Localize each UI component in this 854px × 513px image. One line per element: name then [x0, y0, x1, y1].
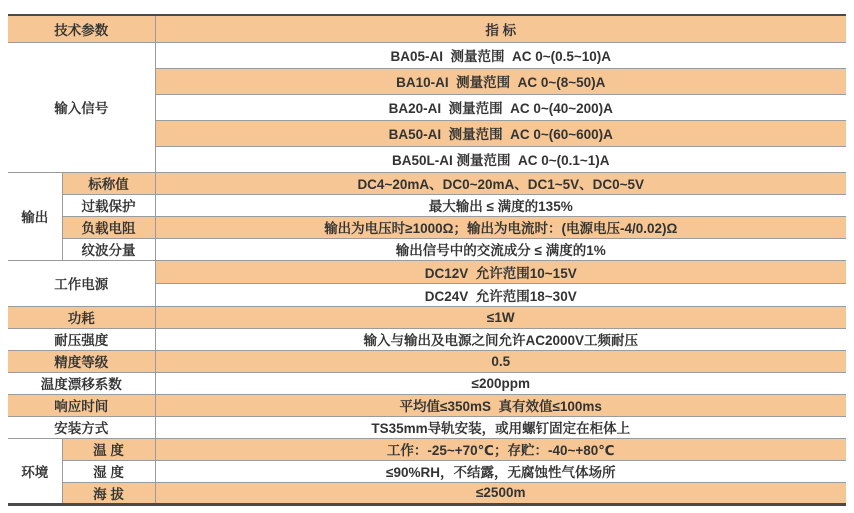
spec-row-accuracy-class	[8, 350, 846, 372]
spec-name-0: 功耗	[8, 306, 155, 328]
input-signal-value-4: BA50L-AI 测量范围 AC 0~(0.1~1)A	[155, 146, 846, 172]
spec-value-2: 0.5	[155, 350, 846, 372]
output-value-0: DC4~20mA、DC0~20mA、DC1~5V、DC0~5V	[155, 172, 846, 194]
header-row	[8, 15, 846, 42]
output-group-label: 输出	[8, 172, 62, 260]
environment-name-1: 湿 度	[62, 460, 155, 482]
spec-table-container	[8, 14, 846, 506]
environment-row-0	[8, 438, 846, 460]
input-signal-row-0	[8, 42, 846, 68]
input-signal-group-label: 输入信号	[8, 42, 155, 172]
environment-name-0: 温 度	[62, 438, 155, 460]
spec-row-power-consumption	[8, 306, 846, 328]
environment-value-1: ≤90%RH，不结露，无腐蚀性气体场所	[155, 460, 846, 482]
spec-table	[8, 14, 846, 506]
spec-value-3: ≤200ppm	[155, 372, 846, 394]
spec-row-withstand-voltage	[8, 328, 846, 350]
environment-group-label: 环境	[8, 438, 62, 504]
power-value-0: DC12V 允许范围10~15V	[155, 260, 846, 283]
spec-value-0: ≤1W	[155, 306, 846, 328]
input-signal-value-1: BA10-AI 测量范围 AC 0~(8~50)A	[155, 68, 846, 94]
header-param-cell: 技术参数	[8, 15, 155, 42]
output-row-1	[8, 194, 846, 216]
output-name-0: 标称值	[62, 172, 155, 194]
input-signal-value-0: BA05-AI 测量范围 AC 0~(0.5~10)A	[155, 42, 846, 68]
environment-value-0: 工作：-25~+70℃；存贮：-40~+80℃	[155, 438, 846, 460]
spec-value-4: 平均值≤350mS 真有效值≤100ms	[155, 394, 846, 416]
input-signal-value-2: BA20-AI 测量范围 AC 0~(40~200)A	[155, 94, 846, 120]
spec-row-temp-drift	[8, 372, 846, 394]
power-group-label: 工作电源	[8, 260, 155, 306]
output-row-0	[8, 172, 846, 194]
output-value-3: 输出信号中的交流成分 ≤ 满度的1%	[155, 238, 846, 260]
spec-value-1: 输入与输出及电源之间允许AC2000V工频耐压	[155, 328, 846, 350]
spec-name-2: 精度等级	[8, 350, 155, 372]
power-value-1: DC24V 允许范围18~30V	[155, 283, 846, 306]
spec-row-mounting	[8, 416, 846, 438]
environment-row-2	[8, 482, 846, 504]
power-row-0	[8, 260, 846, 283]
output-row-2	[8, 216, 846, 238]
spec-row-response-time	[8, 394, 846, 416]
input-signal-value-3: BA50-AI 测量范围 AC 0~(60~600)A	[155, 120, 846, 146]
spec-name-4: 响应时间	[8, 394, 155, 416]
header-indicator-cell: 指 标	[155, 15, 846, 42]
output-value-1: 最大输出 ≤ 满度的135%	[155, 194, 846, 216]
output-name-2: 负载电阻	[62, 216, 155, 238]
output-row-3	[8, 238, 846, 260]
environment-value-2: ≤2500m	[155, 482, 846, 504]
output-name-1: 过载保护	[62, 194, 155, 216]
spec-name-1: 耐压强度	[8, 328, 155, 350]
spec-name-5: 安装方式	[8, 416, 155, 438]
output-name-3: 纹波分量	[62, 238, 155, 260]
output-value-2: 输出为电压时≥1000Ω；输出为电流时：(电源电压-4/0.02)Ω	[155, 216, 846, 238]
environment-name-2: 海 拔	[62, 482, 155, 504]
environment-row-1	[8, 460, 846, 482]
spec-name-3: 温度漂移系数	[8, 372, 155, 394]
spec-value-5: TS35mm导轨安装，或用螺钉固定在柜体上	[155, 416, 846, 438]
